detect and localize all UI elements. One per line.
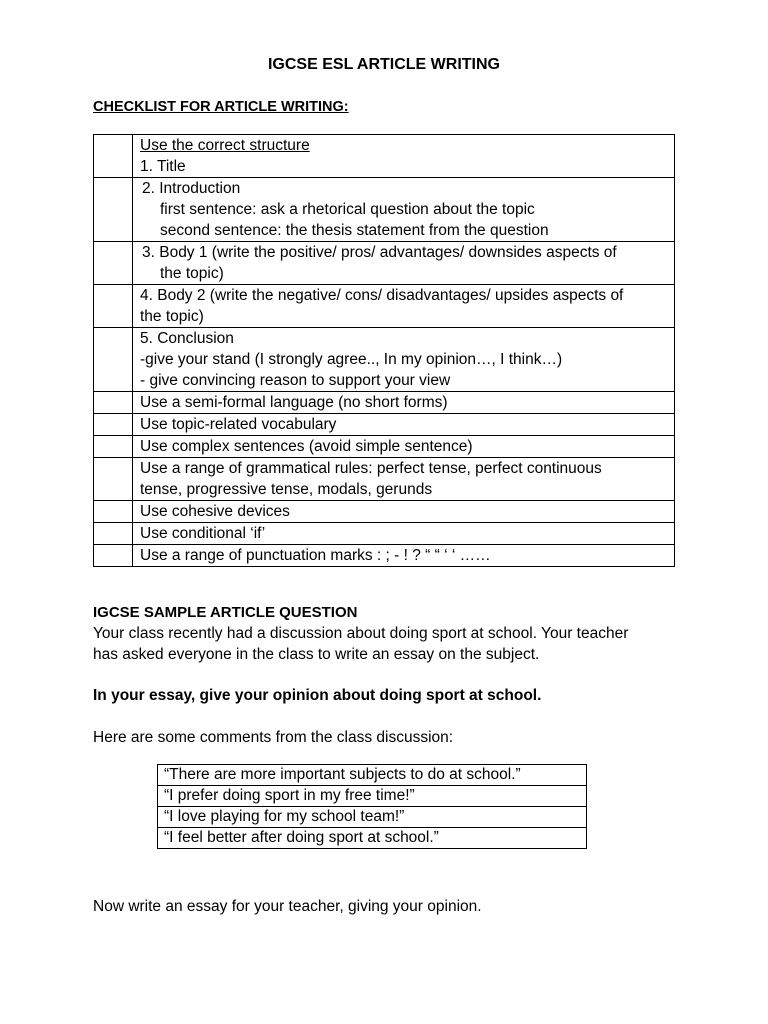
checklist-row [94,285,675,328]
comment-cell: “I love playing for my school team!” [158,807,587,828]
checklist-text-cell [133,242,675,285]
checklist-item-line: 1. Title [140,158,186,175]
comment-cell: “I prefer doing sport in my free time!” [158,786,587,807]
comment-row [158,786,587,807]
final-instruction: Now write an essay for your teacher, giving your opinion. [93,898,482,915]
comment-row [158,828,587,849]
comment-cell: “I feel better after doing sport at school.” [158,828,587,849]
checklist-text-cell [133,178,675,242]
checklist-item-line: 3. Body 1 (write the positive/ pros/ advantages/ downsides aspects of [142,244,617,261]
sample-question-line: has asked everyone in the class to write an essay on the subject. [93,646,540,663]
checklist-item-line: Use a semi-formal language (no short forms) [140,394,448,411]
checklist-text-cell [133,545,675,567]
checklist-tick-cell [94,392,133,414]
checklist-item-line: Use topic-related vocabulary [140,416,337,433]
checklist-item-line: Use a range of punctuation marks : ; - ! ? “ “ ‘ ‘ …… [140,547,491,564]
checklist-table [93,134,675,567]
checklist-item-line: 2. Introduction [142,180,241,197]
checklist-text-cell [133,501,675,523]
checklist-tick-cell [94,414,133,436]
checklist-row [94,392,675,414]
essay-instruction: In your essay, give your opinion about doing sport at school. [93,687,542,704]
checklist-text-cell [133,285,675,328]
checklist-tick-cell [94,285,133,328]
checklist-item-line: Use complex sentences (avoid simple sentence) [140,438,473,455]
checklist-item-line: Use cohesive devices [140,503,290,520]
checklist-tick-cell [94,178,133,242]
checklist-tick-cell [94,242,133,285]
checklist-row [94,178,675,242]
checklist-tick-cell [94,328,133,392]
checklist-tick-cell [94,545,133,567]
checklist-item-line: second sentence: the thesis statement from the question [160,222,549,239]
checklist-item-line: Use conditional ‘if’ [140,525,266,542]
checklist-body [94,135,675,567]
checklist-text-cell [133,458,675,501]
comments-intro: Here are some comments from the class discussion: [93,729,454,746]
checklist-item-line: first sentence: ask a rhetorical question about the topic [160,201,535,218]
checklist-item-line: 4. Body 2 (write the negative/ cons/ disadvantages/ upsides aspects of [140,287,624,304]
checklist-tick-cell [94,458,133,501]
checklist-item-line: tense, progressive tense, modals, gerunds [140,481,433,498]
checklist-text-cell [133,436,675,458]
comment-cell: “There are more important subjects to do at school.” [158,765,587,786]
checklist-row [94,501,675,523]
page-title: IGCSE ESL ARTICLE WRITING [267,56,500,73]
checklist-row [94,458,675,501]
checklist-text-cell [133,392,675,414]
comments-table [157,764,587,849]
checklist-tick-cell [94,135,133,178]
checklist-row [94,135,675,178]
sample-question-heading: IGCSE SAMPLE ARTICLE QUESTION [93,604,358,621]
checklist-item-line: Use a range of grammatical rules: perfect tense, perfect continuous [140,460,602,477]
checklist-row [94,414,675,436]
checklist-row [94,436,675,458]
checklist-text-cell [133,328,675,392]
checklist-item-line: the topic) [160,265,224,282]
checklist-tick-cell [94,501,133,523]
checklist-row [94,523,675,545]
checklist-tick-cell [94,436,133,458]
checklist-item-line: -give your stand (I strongly agree.., In my opinion…, I think…) [140,351,563,368]
checklist-tick-cell [94,523,133,545]
checklist-row [94,242,675,285]
comment-row [158,765,587,786]
checklist-item-line: the topic) [140,308,204,325]
checklist-item-line: Use the correct structure [140,137,310,154]
sample-question-line: Your class recently had a discussion about doing sport at school. Your teacher [93,625,629,642]
comment-row [158,807,587,828]
checklist-text-cell [133,414,675,436]
checklist-row [94,328,675,392]
checklist-text-cell [133,523,675,545]
sample-question-text [93,623,683,665]
checklist-text-cell [133,135,675,178]
checklist-item-line: 5. Conclusion [140,330,234,347]
checklist-heading: CHECKLIST FOR ARTICLE WRITING: [93,99,349,115]
checklist-item-line: - give convincing reason to support your view [140,372,451,389]
checklist-row [94,545,675,567]
